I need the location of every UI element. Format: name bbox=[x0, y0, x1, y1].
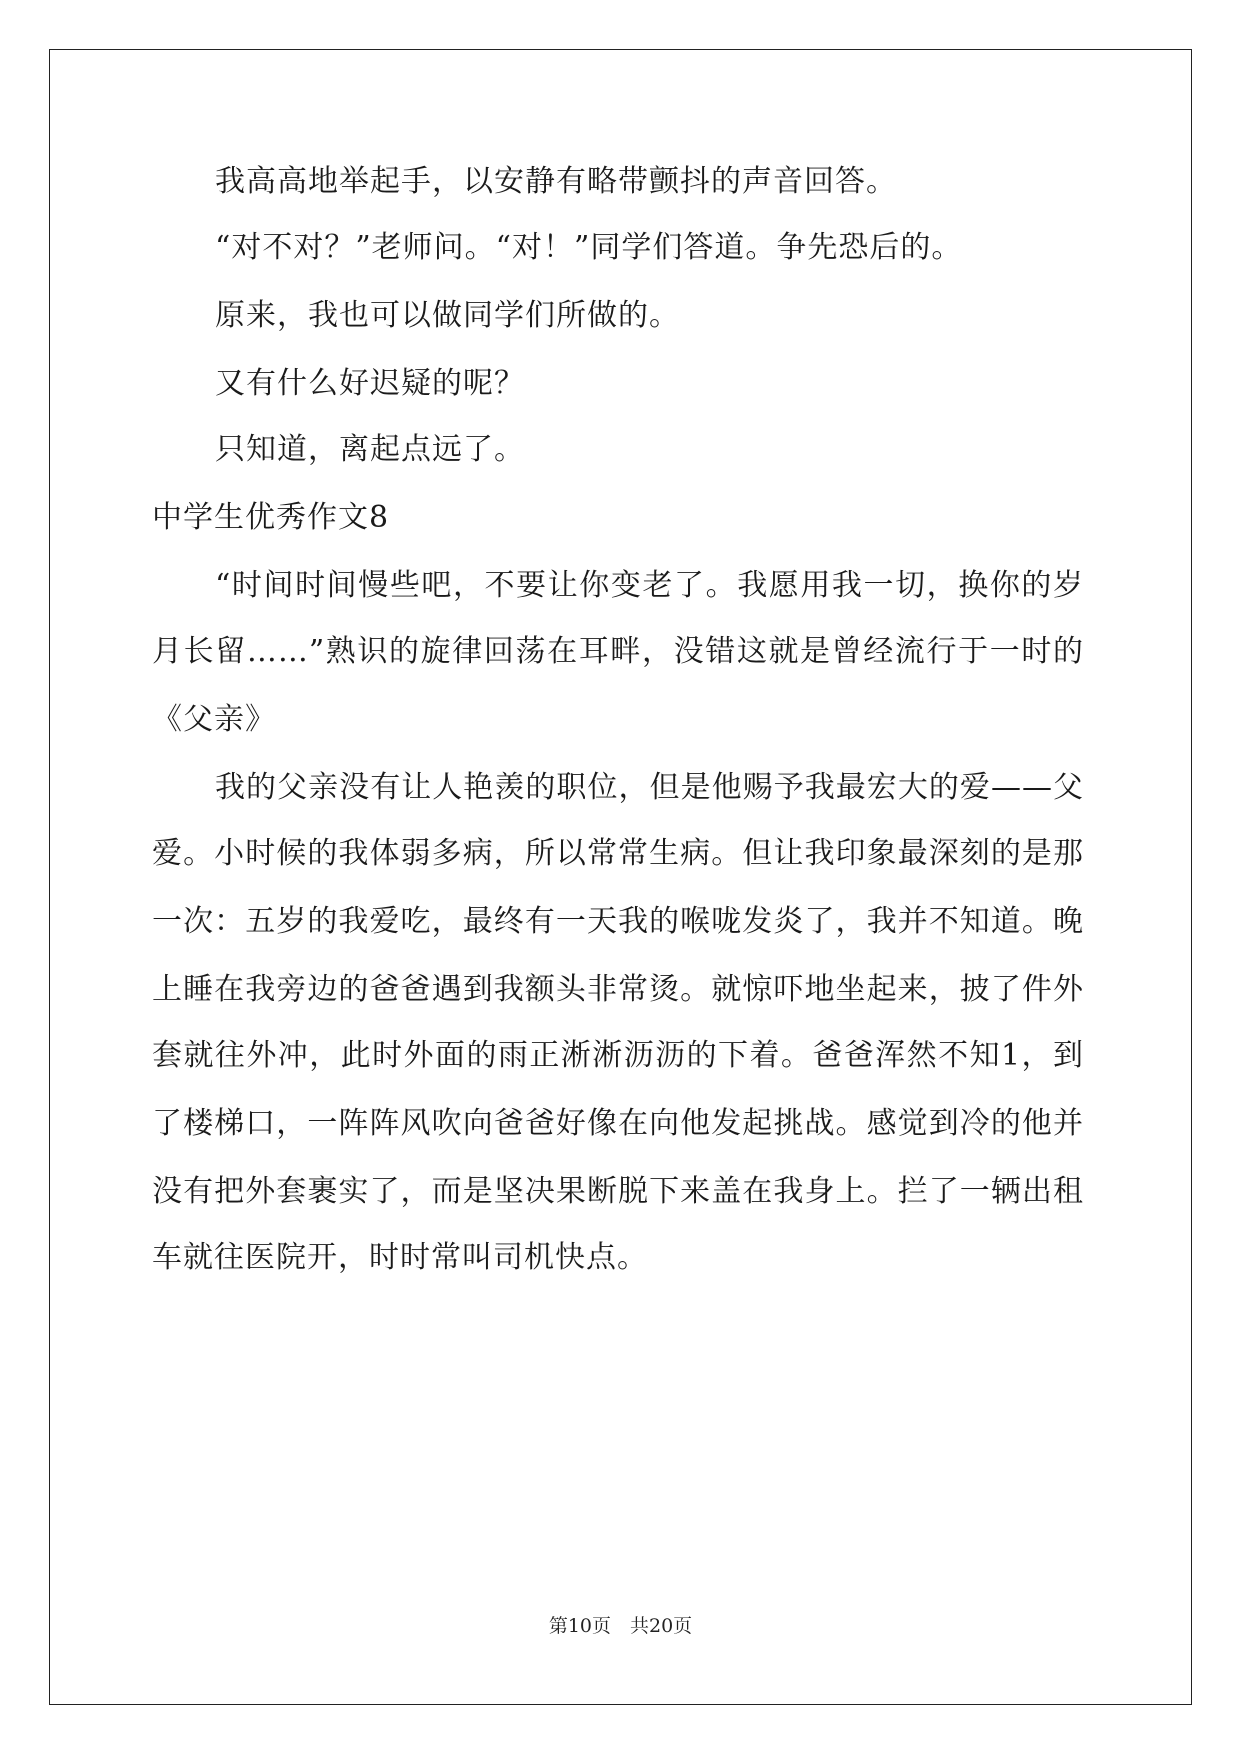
paragraph-line: 套就往外冲，此时外面的雨正淅淅沥沥的下着。爸爸浑然不知1，到 bbox=[152, 1038, 1084, 1073]
page-number: 第10页 共20页 bbox=[548, 1615, 693, 1637]
paragraph-line: 没有把外套裹实了，而是坚决果断脱下来盖在我身上。拦了一辆出租 bbox=[152, 1174, 1084, 1209]
paragraph-line: 了楼梯口，一阵阵风吹向爸爸好像在向他发起挑战。感觉到冷的他并 bbox=[152, 1106, 1084, 1141]
section-heading: 中学生优秀作文8 bbox=[152, 500, 390, 535]
paragraph-line: “时间时间慢些吧，不要让你变老了。我愿用我一切，换你的岁 bbox=[215, 568, 1084, 603]
paragraph-line: 爱。小时候的我体弱多病，所以常常生病。但让我印象最深刻的是那 bbox=[152, 836, 1084, 871]
paragraph-line: 原来，我也可以做同学们所做的。 bbox=[215, 298, 680, 333]
paragraph-line: “对不对？”老师问。“对！”同学们答道。争先恐后的。 bbox=[215, 230, 963, 265]
paragraph-line: 一次：五岁的我爱吃，最终有一天我的喉咙发炎了，我并不知道。晚 bbox=[152, 904, 1084, 939]
paragraph-line: 又有什么好迟疑的呢？ bbox=[215, 366, 525, 401]
paragraph-line: 我的父亲没有让人艳羡的职位，但是他赐予我最宏大的爱——父 bbox=[215, 770, 1084, 805]
paragraph-line: 上睡在我旁边的爸爸遇到我额头非常烫。就惊吓地坐起来，披了件外 bbox=[152, 972, 1084, 1007]
paragraph-line: 车就往医院开，时时常叫司机快点。 bbox=[152, 1240, 648, 1275]
paragraph-line: 《父亲》 bbox=[152, 702, 276, 737]
paragraph-line: 月长留……”熟识的旋律回荡在耳畔，没错这就是曾经流行于一时的 bbox=[152, 634, 1084, 669]
paragraph-line: 只知道，离起点远了。 bbox=[215, 432, 525, 467]
paragraph-line: 我高高地举起手，以安静有略带颤抖的声音回答。 bbox=[215, 164, 897, 199]
